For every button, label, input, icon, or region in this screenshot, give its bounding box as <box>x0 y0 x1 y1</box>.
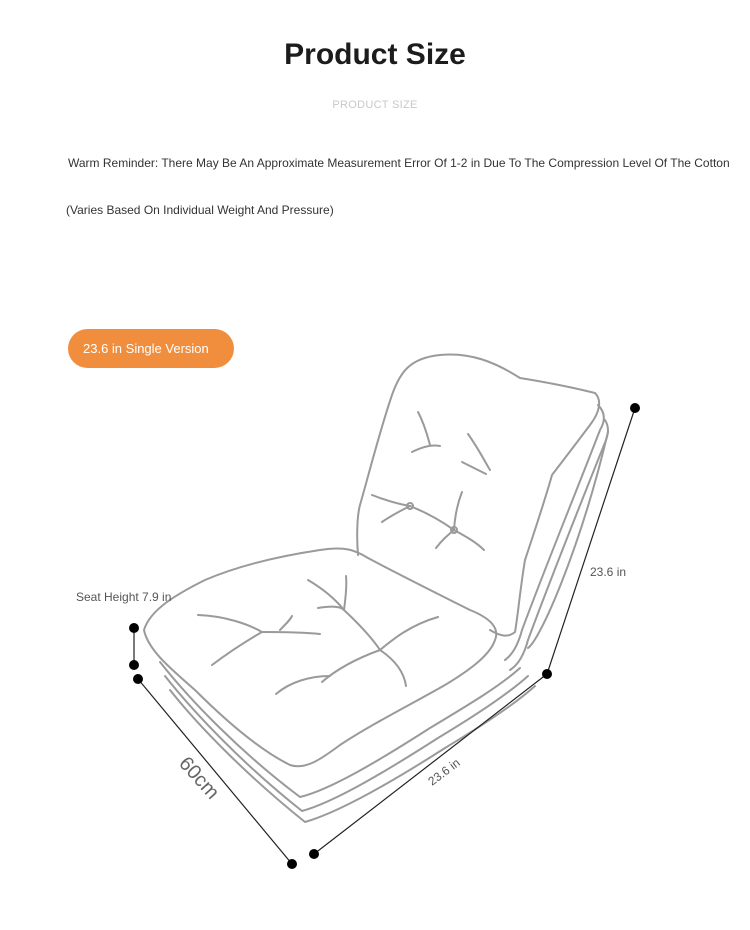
backrest-tuft <box>372 495 410 506</box>
version-badge[interactable]: 23.6 in Single Version <box>68 329 234 368</box>
seat-tuft <box>380 650 406 686</box>
backrest-tuft <box>468 434 490 470</box>
endpoint-dot <box>133 674 143 684</box>
seat-depth-label: 60cm <box>174 752 224 804</box>
backrest-tuft <box>454 530 484 550</box>
endpoint-dot <box>129 660 139 670</box>
seat-tuft <box>280 616 292 630</box>
seat-tuft <box>276 676 330 694</box>
backrest-layer <box>510 420 608 670</box>
seat-tuft <box>308 580 344 610</box>
seat-tuft <box>212 632 262 665</box>
backrest-tuft <box>410 506 454 530</box>
back-height-label: 23.6 in <box>590 565 627 579</box>
seat-tuft <box>198 615 262 632</box>
seat-height-label: Seat Height 7.9 in <box>76 590 172 604</box>
seat-width-line <box>314 674 547 854</box>
seat-layer <box>160 662 520 797</box>
endpoint-dot <box>309 849 319 859</box>
page-subtitle: PRODUCT SIZE <box>332 99 418 111</box>
seat-tuft <box>344 576 346 610</box>
backrest-tuft <box>462 462 486 474</box>
backrest-layer <box>505 405 604 660</box>
back-height-line <box>547 408 635 674</box>
variance-note: (Varies Based On Individual Weight And Pressure) <box>66 203 334 217</box>
seat-width-label: 23.6 in <box>425 755 463 789</box>
warm-reminder-text: Warm Reminder: There May Be An Approximate Measurement Error Of 1-2 in Due To The Compression Level Of The Cotton <box>68 156 730 170</box>
seat-layer <box>170 686 535 822</box>
page-title: Product Size <box>284 38 466 71</box>
endpoint-dot <box>287 859 297 869</box>
chair-outline <box>144 354 608 822</box>
backrest-tuft <box>382 506 410 522</box>
endpoint-dot <box>129 623 139 633</box>
backrest-tuft <box>412 445 440 452</box>
seat-tuft <box>322 650 380 682</box>
seat-tuft <box>380 617 438 650</box>
backrest-tuft <box>454 492 462 530</box>
backrest-tuft <box>418 412 430 445</box>
seat-tuft <box>344 610 380 650</box>
backrest-cushion <box>357 354 599 635</box>
endpoint-dot <box>630 403 640 413</box>
endpoint-dot <box>542 669 552 679</box>
seat-tuft <box>262 632 320 634</box>
seat-tuft <box>318 607 344 610</box>
